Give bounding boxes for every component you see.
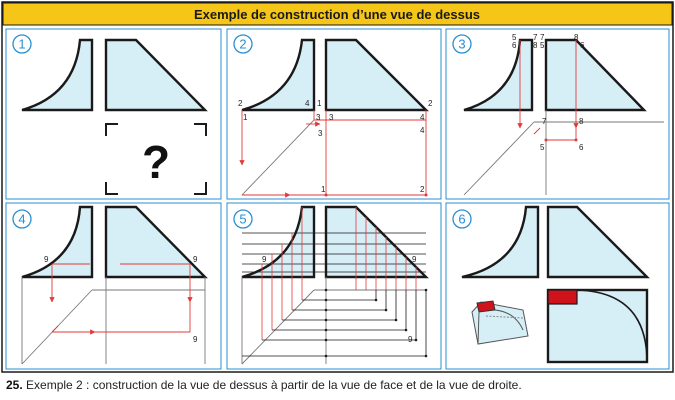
svg-text:9: 9	[412, 255, 417, 264]
svg-text:9: 9	[408, 335, 413, 344]
svg-text:9: 9	[262, 255, 267, 264]
svg-text:4: 4	[305, 99, 310, 108]
svg-text:2: 2	[428, 99, 433, 108]
question-mark: ?	[141, 136, 171, 188]
svg-text:6: 6	[580, 41, 585, 50]
caption-number: 25.	[6, 378, 23, 392]
svg-text:7: 7	[542, 117, 547, 126]
svg-text:5: 5	[540, 41, 545, 50]
svg-text:2: 2	[238, 99, 243, 108]
svg-text:1: 1	[321, 185, 326, 194]
svg-text:6: 6	[579, 143, 584, 152]
panel-5-number: 5	[239, 211, 247, 227]
svg-text:3: 3	[316, 113, 321, 122]
svg-text:8: 8	[579, 117, 584, 126]
svg-text:8: 8	[533, 41, 538, 50]
panel-6-number: 6	[458, 211, 466, 227]
svg-text:3: 3	[318, 129, 323, 138]
svg-text:9: 9	[44, 255, 49, 264]
panel-2	[227, 29, 441, 199]
svg-text:4: 4	[420, 126, 425, 135]
svg-text:6: 6	[512, 41, 517, 50]
panel-6	[446, 203, 669, 369]
svg-text:4: 4	[420, 113, 425, 122]
panel-5	[227, 203, 441, 369]
panel-3	[446, 29, 669, 199]
svg-text:5: 5	[540, 143, 545, 152]
svg-text:2: 2	[420, 185, 425, 194]
svg-text:1: 1	[317, 99, 322, 108]
caption-text: Exemple 2 : construction de la vue de dessus à partir de la vue de face et de la vue de droite.	[22, 378, 522, 392]
svg-text:5: 5	[512, 33, 517, 42]
figure-caption	[6, 378, 522, 392]
panel-4	[6, 203, 221, 369]
svg-text:9: 9	[193, 335, 198, 344]
panel-1-number: 1	[18, 36, 26, 52]
svg-text:9: 9	[193, 255, 198, 264]
panel-1	[6, 29, 221, 199]
panel-2-number: 2	[239, 36, 247, 52]
svg-text:7: 7	[540, 33, 545, 42]
panel-6-top-view	[548, 290, 647, 362]
panel-4-number: 4	[18, 211, 26, 227]
svg-text:7: 7	[533, 33, 538, 42]
svg-text:3: 3	[329, 113, 334, 122]
diagram-title: Exemple de construction d’une vue de dessus	[193, 7, 481, 22]
svg-text:8: 8	[574, 33, 579, 42]
svg-text:1: 1	[243, 113, 248, 122]
panel-3-number: 3	[458, 36, 466, 52]
